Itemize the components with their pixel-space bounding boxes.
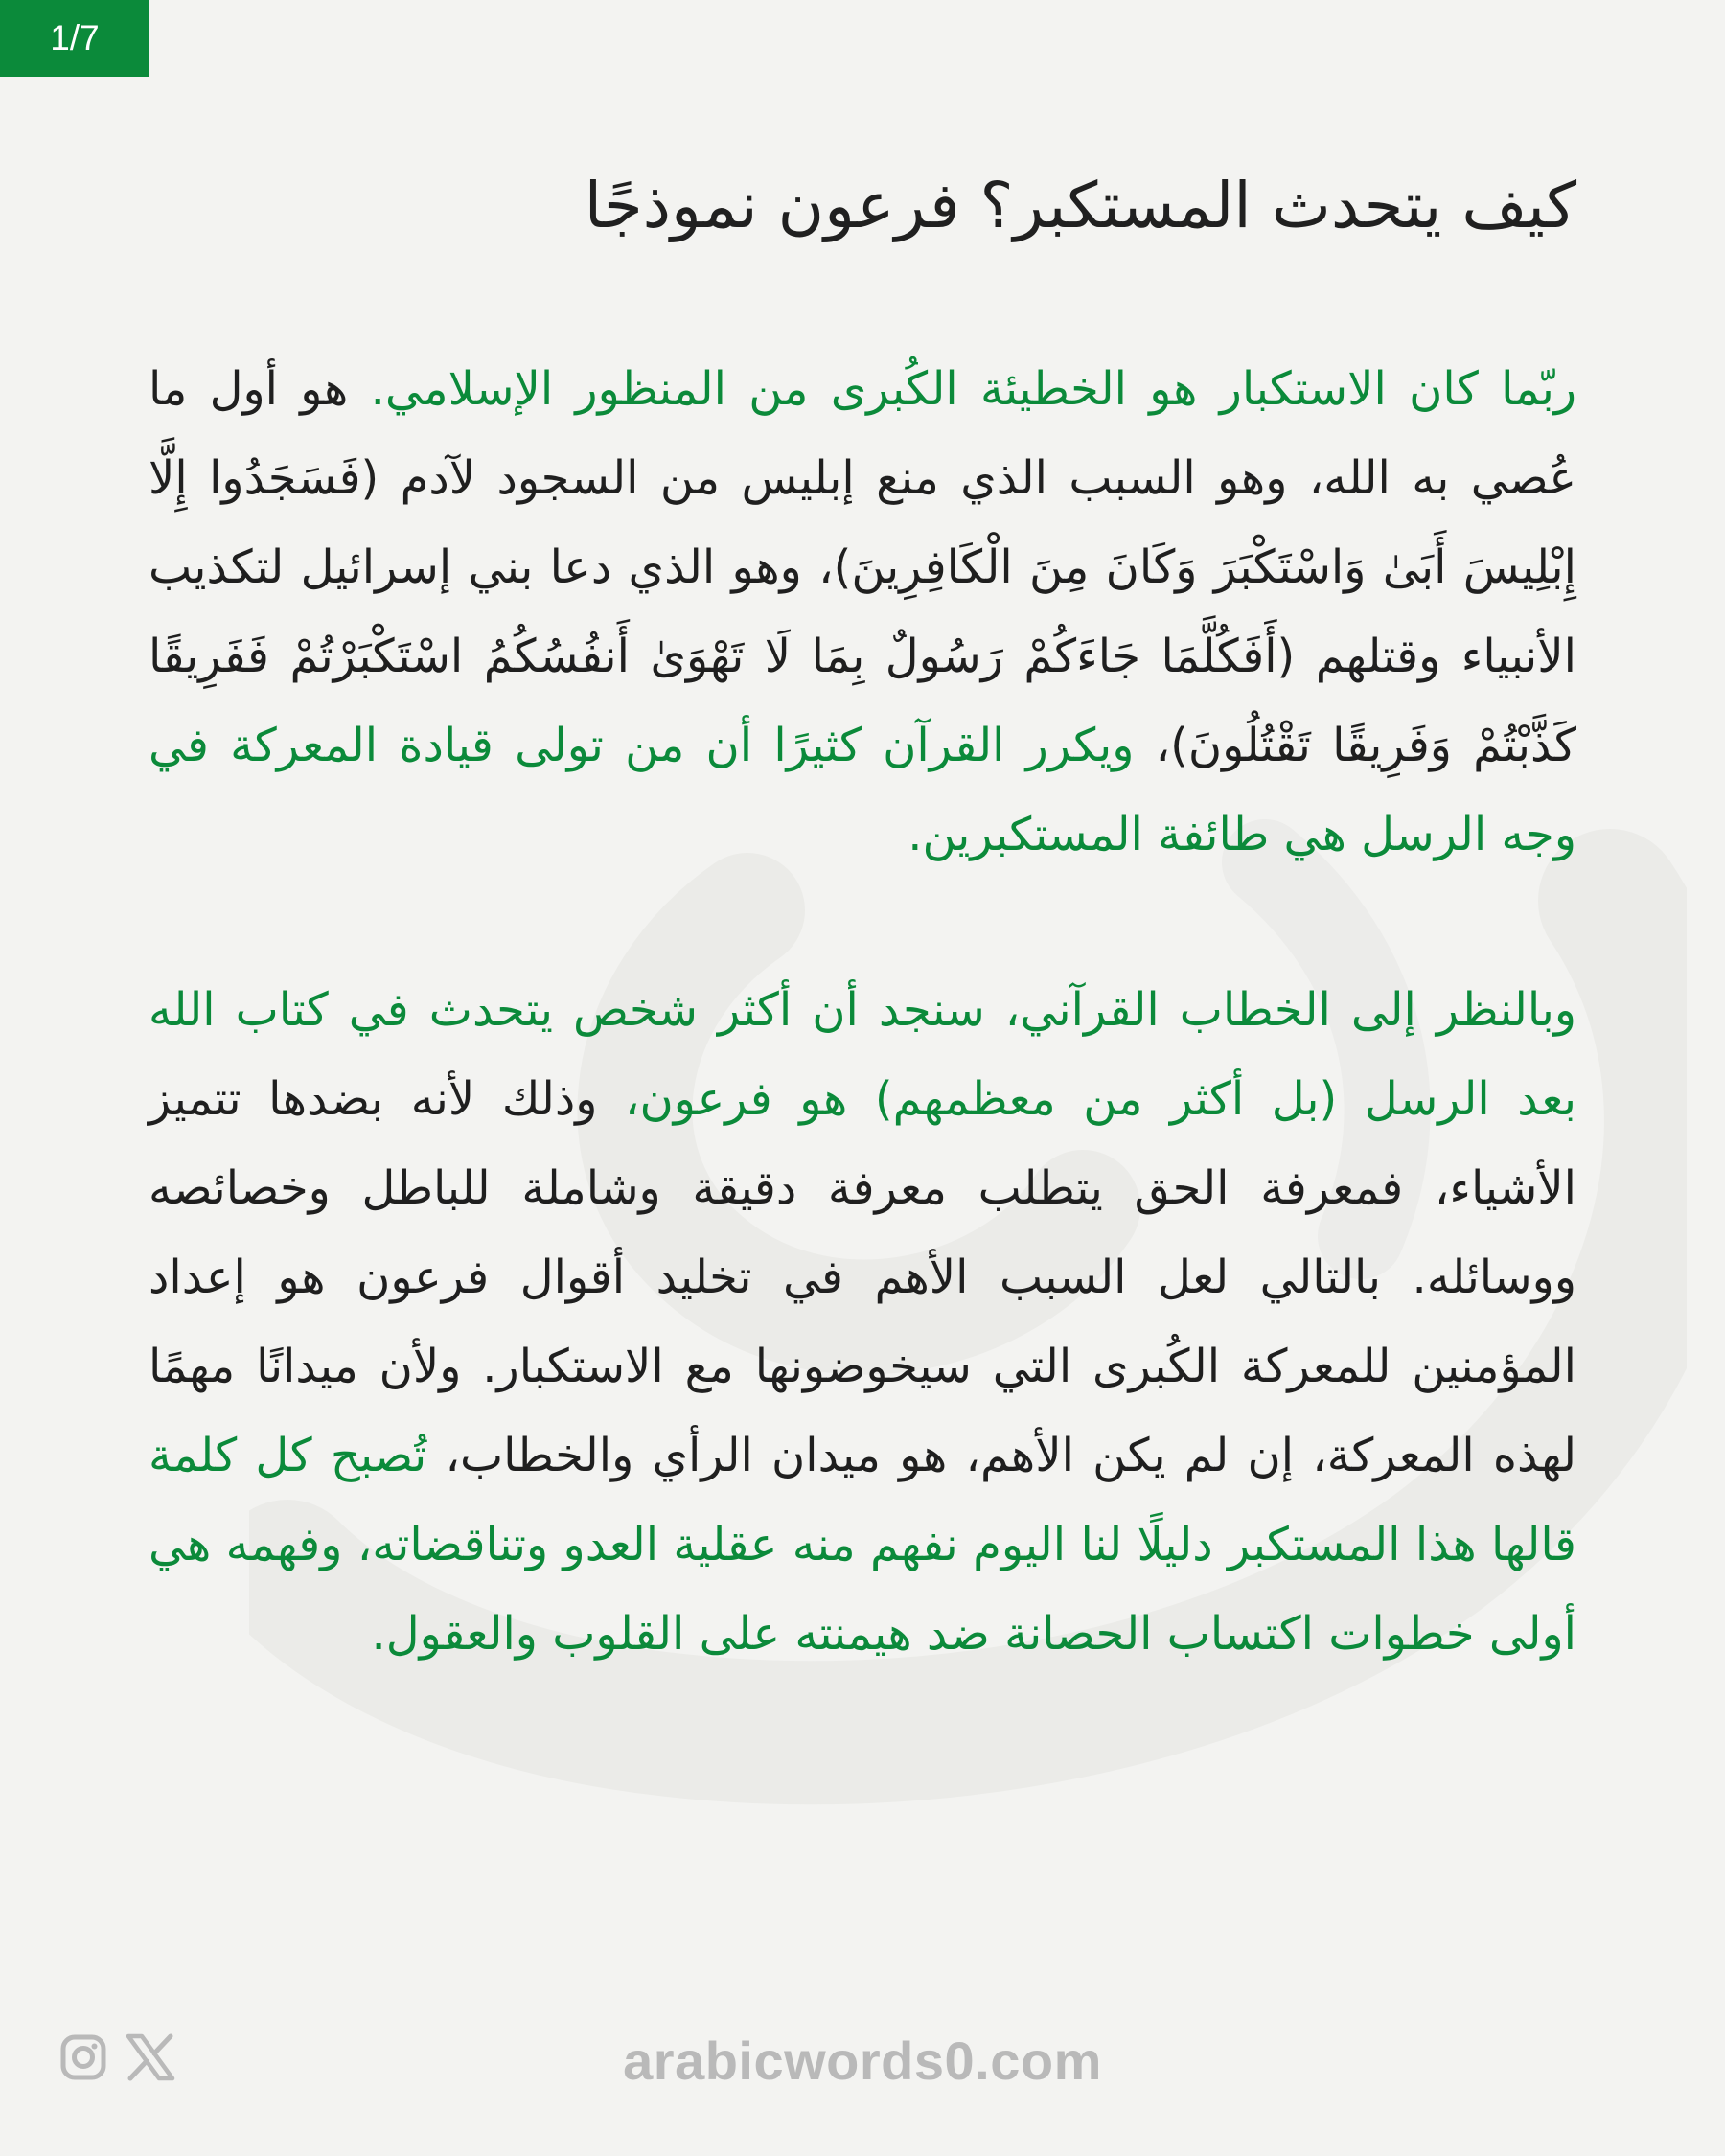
page-indicator: 1/7 (0, 0, 150, 77)
paragraph-2 (149, 966, 1576, 1679)
paragraph-1 (149, 345, 1576, 880)
paragraph-2-highlight: تُصبح كل كلمة قالها هذا المستكبر دليلًا لنا اليوم نفهم منه عقلية العدو وتناقضاته، وفهمه هي أولى خطوات اكتساب الحصانة ضد هيمنته على القلوب والعقول. (149, 1429, 1576, 1661)
article (149, 153, 1576, 1679)
paragraph-2-intro: وبالنظر إلى الخطاب القرآني، سنجد أن أكثر شخص يتحدث في كتاب الله بعد الرسل (بل أكثر من معظمهم) هو فرعون، (149, 983, 1577, 1126)
paragraph-1-intro: ربّما كان الاستكبار هو الخطيئة الكُبرى من المنظور الإسلامي. (348, 362, 1577, 416)
paragraph-1-highlight: ويكرر القرآن كثيرًا أن من تولى قيادة المعركة في وجه الرسل هي طائفة المستكبرين. (149, 719, 1576, 861)
website-url[interactable]: arabicwords0.com (623, 2030, 1102, 2091)
page-title: كيف يتحدث المستكبر؟ فرعون نموذجًا (584, 169, 1576, 242)
footer (0, 2022, 1725, 2099)
paragraph-1-body: هو أول ما عُصي به الله، وهو السبب الذي منع إبليس من السجود لآدم (فَسَجَدُوا إِلَّا إِبْلِيسَ أَبَىٰ وَاسْتَكْبَرَ وَكَانَ مِنَ الْكَافِرِينَ)، وهو الذي دعا بني إسرائيل لتكذيب الأنبياء وقتلهم (أَفَكُلَّمَا جَاءَكُمْ رَسُولٌ بِمَا لَا تَهْوَىٰ أَنفُسُكُمُ اسْتَكْبَرْتُمْ فَفَرِيقًا كَذَّبْتُمْ وَفَرِيقًا تَقْتُلُونَ)، (149, 362, 1576, 772)
paragraph-2-body: وذلك لأنه بضدها تتميز الأشياء، فمعرفة الحق يتطلب معرفة دقيقة وشاملة للباطل وخصائصه ووسائله. بالتالي لعل السبب الأهم في تخليد أقوال فرعون هو إعداد المؤمنين للمعركة الكُبرى التي سيخوضونها مع الاستكبار. ولأن ميدانًا مهمًا لهذه المعركة، إن لم يكن الأهم، هو ميدان الرأي والخطاب، (149, 1072, 1576, 1482)
